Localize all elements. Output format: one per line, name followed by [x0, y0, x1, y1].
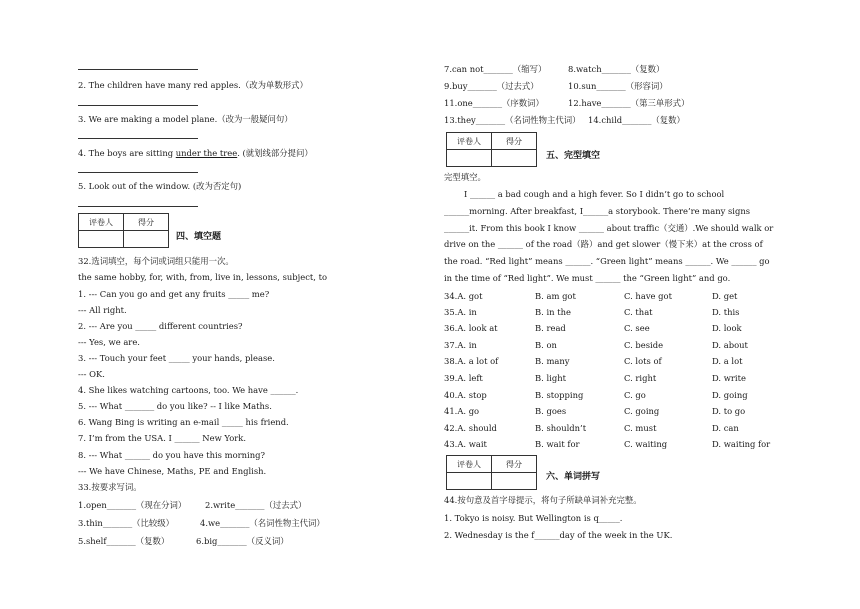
- section-5-title: 五、完型填空: [546, 151, 601, 161]
- q32-line: --- OK.: [78, 369, 105, 379]
- q33-item: 8.watch_______（复数）: [568, 64, 665, 74]
- q44-line: 1. Tokyo is noisy. But Wellington is q_____.: [444, 513, 623, 523]
- option-row: [444, 423, 784, 433]
- answer-line[interactable]: [78, 138, 198, 139]
- option-row: [444, 307, 784, 317]
- option-b[interactable]: B. shouldn’t: [535, 423, 587, 433]
- option-a[interactable]: 36.A. look at: [444, 323, 498, 333]
- option-d[interactable]: D. going: [712, 390, 748, 400]
- score-cell[interactable]: [492, 473, 537, 490]
- q33-item: 2.write_______（过去式）: [205, 500, 307, 510]
- grader-header: 评卷人: [447, 133, 492, 150]
- score-header: 得分: [124, 214, 169, 231]
- score-table: [446, 132, 537, 167]
- cloze-passage: I ______ a bad cough and a high fever. So I didn’t go to school ______morning. After breakfast, I______a storybook. There’re many signs ______it. From this book I know ______ about traffic（交通）.We should walk or drive on the ______ of the road（路）and get slower（慢下来）at the cross of the road. “Red light” means ______. “Green light” means ______. We ______ go in the time of “Red light”. We must ______ the “Green light” and go.: [444, 189, 774, 283]
- section-4-title: 四、填空题: [176, 232, 222, 242]
- option-row: [444, 406, 784, 416]
- option-d[interactable]: D. look: [712, 323, 742, 333]
- score-cell[interactable]: [124, 231, 169, 248]
- option-row: [444, 373, 784, 383]
- score-table: [446, 455, 537, 490]
- q33-item: 5.shelf_______（复数）: [78, 536, 170, 546]
- option-c[interactable]: C. go: [624, 390, 646, 400]
- option-row: [444, 340, 784, 350]
- option-b[interactable]: B. read: [535, 323, 566, 333]
- option-b[interactable]: B. in the: [535, 307, 571, 317]
- q33-title: 33.按要求写词。: [78, 482, 142, 492]
- q33-item: 10.sun_______（形容词）: [568, 81, 668, 91]
- rewrite-item-2: 2. The children have many red apples.（改为单数形式）: [78, 80, 308, 90]
- option-c[interactable]: C. waiting: [624, 439, 668, 449]
- grader-header: 评卷人: [447, 456, 492, 473]
- q33-item: 14.child_______（复数）: [588, 115, 685, 125]
- option-b[interactable]: B. am got: [535, 291, 576, 301]
- q33-item: 4.we_______（名词性物主代词）: [200, 518, 325, 528]
- option-b[interactable]: B. stopping: [535, 390, 584, 400]
- q33-item: 12.have_______（第三单形式）: [568, 98, 690, 108]
- underlined-phrase: under the tree: [175, 148, 238, 158]
- right-column: [430, 0, 860, 609]
- option-d[interactable]: D. get: [712, 291, 738, 301]
- option-b[interactable]: B. goes: [535, 406, 567, 416]
- option-d[interactable]: D. a lot: [712, 356, 743, 366]
- option-a[interactable]: 41.A. go: [444, 406, 480, 416]
- q44-title: 44.按句意及首字母提示，将句子所缺单词补充完整。: [444, 495, 642, 505]
- q32-word-bank: the same hobby, for, with, from, live in, lessons, subject, to: [78, 272, 328, 282]
- option-row: [444, 323, 784, 333]
- q32-line: --- We have Chinese, Maths, PE and English.: [78, 466, 267, 476]
- option-a[interactable]: 35.A. in: [444, 307, 477, 317]
- option-c[interactable]: C. must: [624, 423, 657, 433]
- option-a[interactable]: 34.A. got: [444, 291, 483, 301]
- rewrite-item-5: 5. Look out of the window. (改为否定句): [78, 181, 242, 191]
- grader-header: 评卷人: [79, 214, 124, 231]
- score-header: 得分: [492, 133, 537, 150]
- answer-line[interactable]: [78, 105, 198, 106]
- option-c[interactable]: C. lots of: [624, 356, 662, 366]
- q33-item: 6.big_______（反义词）: [196, 536, 289, 546]
- grader-cell[interactable]: [79, 231, 124, 248]
- option-a[interactable]: 37.A. in: [444, 340, 477, 350]
- option-b[interactable]: B. light: [535, 373, 566, 383]
- grader-cell[interactable]: [447, 473, 492, 490]
- q33-item: 7.can not_______（缩写）: [444, 64, 547, 74]
- q33-item: 13.they_______（名词性物主代词）: [444, 115, 581, 125]
- option-d[interactable]: D. about: [712, 340, 748, 350]
- q32-line: 3. --- Touch your feet _____ your hands, please.: [78, 353, 275, 363]
- q32-line: 1. --- Can you go and get any fruits _____ me?: [78, 289, 270, 299]
- rewrite-item-4: [78, 148, 313, 158]
- q32-line: --- All right.: [78, 305, 127, 315]
- q33-item: 11.one_______（序数词）: [444, 98, 544, 108]
- q32-line: 6. Wang Bing is writing an e-mail _____ his friend.: [78, 417, 289, 427]
- option-c[interactable]: C. beside: [624, 340, 664, 350]
- q33-item: 9.buy_______（过去式）: [444, 81, 539, 91]
- grader-cell[interactable]: [447, 150, 492, 167]
- section-6-title: 六、单词拼写: [546, 472, 601, 482]
- option-row: [444, 390, 784, 400]
- q32-title: 32.选词填空，每个词或词组只能用一次。: [78, 256, 234, 266]
- score-header: 得分: [492, 456, 537, 473]
- option-c[interactable]: C. have got: [624, 291, 672, 301]
- score-table: [78, 213, 169, 248]
- option-c[interactable]: C. that: [624, 307, 653, 317]
- q32-line: 7. I’m from the USA. I ______ New York.: [78, 433, 246, 443]
- answer-line[interactable]: [78, 69, 198, 70]
- option-c[interactable]: C. see: [624, 323, 650, 333]
- option-d[interactable]: D. write: [712, 373, 746, 383]
- option-c[interactable]: C. going: [624, 406, 660, 416]
- item4-instruction: . (就划线部分提问）: [237, 148, 313, 158]
- answer-line[interactable]: [78, 172, 198, 173]
- option-a[interactable]: 43.A. wait: [444, 439, 487, 449]
- item4-text: 4. The boys are sitting: [78, 148, 176, 158]
- q32-line: 8. --- What ______ do you have this morning?: [78, 450, 265, 460]
- option-a[interactable]: 42.A. should: [444, 423, 497, 433]
- option-d[interactable]: D. this: [712, 307, 740, 317]
- option-row: [444, 356, 784, 366]
- q32-line: 2. --- Are you _____ different countries?: [78, 321, 243, 331]
- q44-line: 2. Wednesday is the f______day of the week in the UK.: [444, 530, 673, 540]
- option-c[interactable]: C. right: [624, 373, 657, 383]
- option-b[interactable]: B. wait for: [535, 439, 580, 449]
- q32-line: 4. She likes watching cartoons, too. We have ______.: [78, 385, 299, 395]
- q33-item: 3.thin_______（比较级）: [78, 518, 175, 528]
- q32-line: --- Yes, we are.: [78, 337, 140, 347]
- q32-line: 5. --- What _______ do you like? -- I like Maths.: [78, 401, 272, 411]
- cloze-label: 完型填空。: [444, 172, 486, 182]
- score-cell[interactable]: [492, 150, 537, 167]
- option-b[interactable]: B. many: [535, 356, 570, 366]
- q33-item: 1.open_______（现在分词）: [78, 500, 187, 510]
- rewrite-item-3: 3. We are making a model plane.（改为一般疑问句）: [78, 114, 293, 124]
- option-a[interactable]: 38.A. a lot of: [444, 356, 499, 366]
- option-b[interactable]: B. on: [535, 340, 557, 350]
- option-d[interactable]: D. to go: [712, 406, 746, 416]
- option-d[interactable]: D. waiting for: [712, 439, 771, 449]
- option-row: [444, 439, 784, 449]
- option-row: [444, 291, 784, 301]
- option-d[interactable]: D. can: [712, 423, 739, 433]
- option-a[interactable]: 39.A. left: [444, 373, 483, 383]
- answer-line[interactable]: [78, 206, 198, 207]
- option-a[interactable]: 40.A. stop: [444, 390, 487, 400]
